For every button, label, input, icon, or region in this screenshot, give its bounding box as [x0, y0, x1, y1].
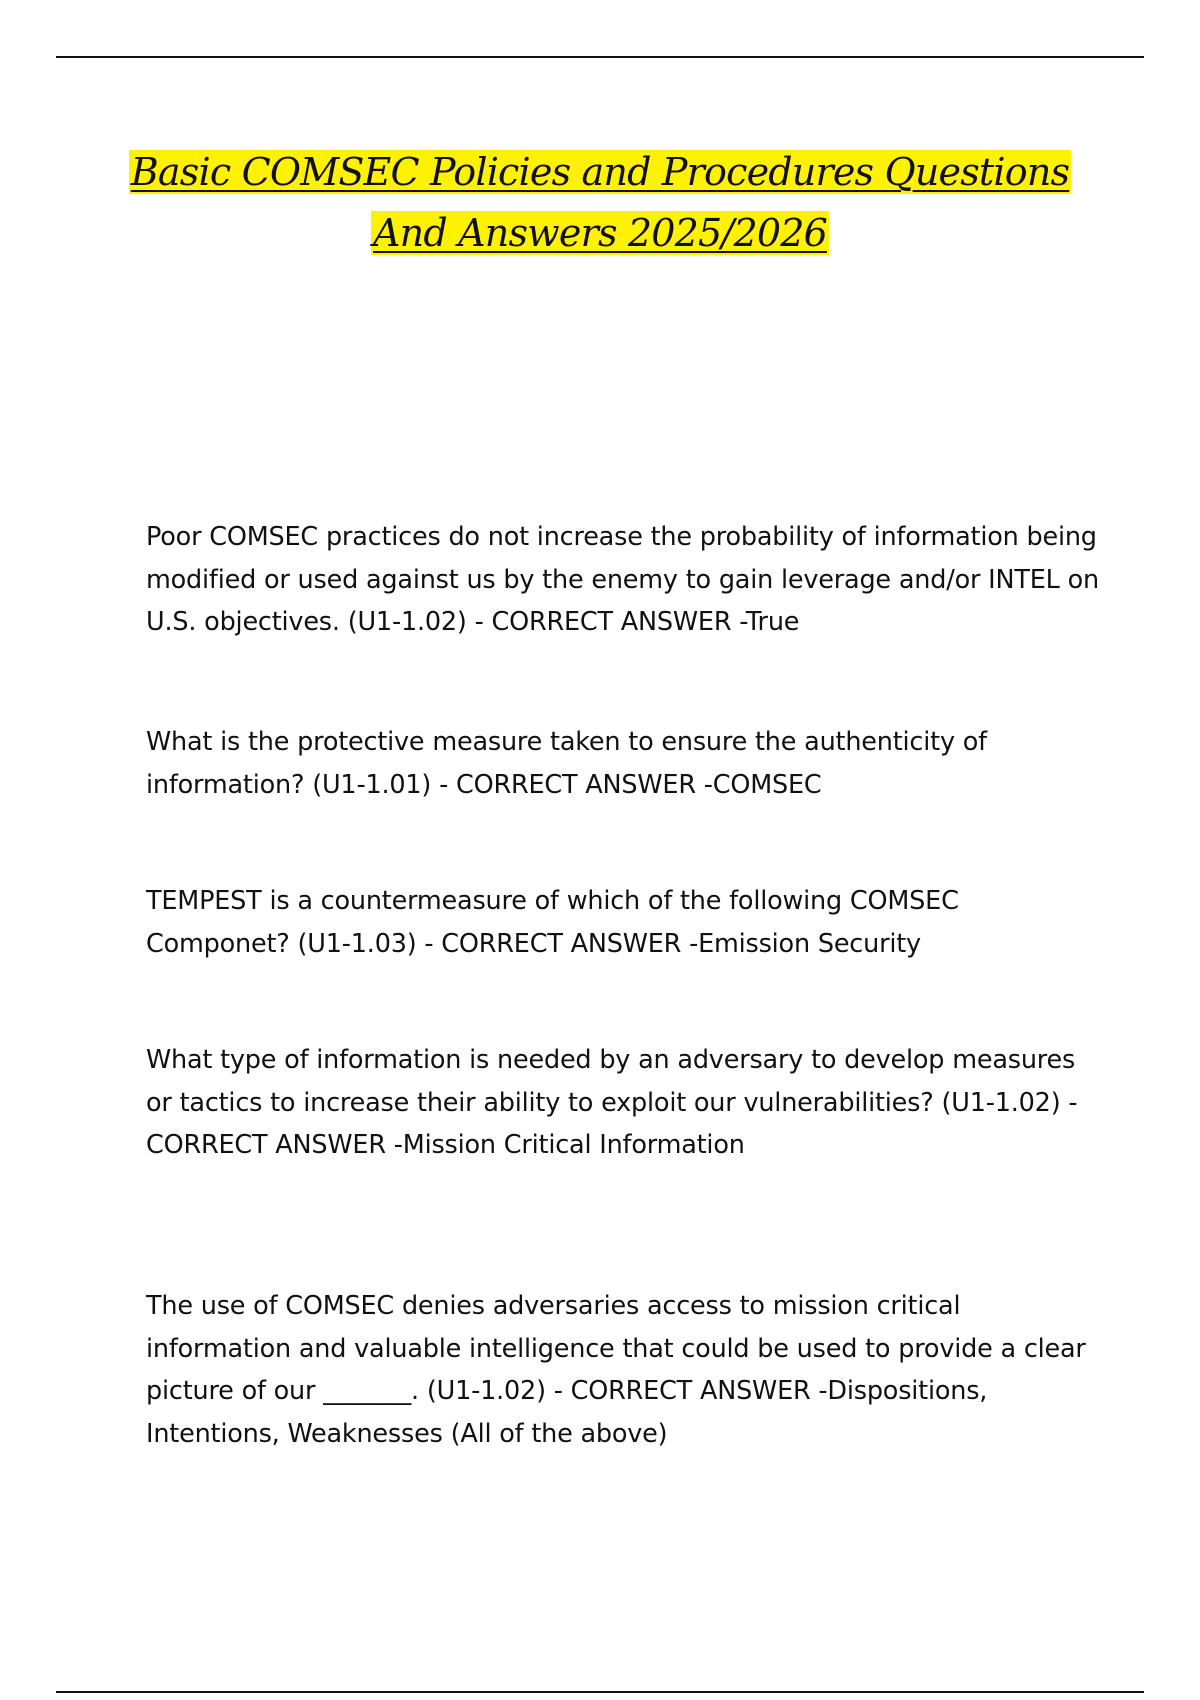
document-title — [100, 142, 1100, 264]
qa-item-4: What type of information is needed by an adversary to develop measures or tactics to increase their ability to exploit our vulnerabilities? (U1-1.02) - CORRECT ANSWER -Mission Critical Information — [146, 1045, 1078, 1160]
qa-item-1: Poor COMSEC practices do not increase the probability of information being modified or used against us by the enemy to gain leverage and/or INTEL on U.S. objectives. (U1-1.02) - CORRECT ANSWER -True — [146, 522, 1099, 637]
qa-item-2: What is the protective measure taken to ensure the authenticity of information? (U1-1.01) - CORRECT ANSWER -COMSEC — [146, 727, 987, 800]
qa-item-3: TEMPEST is a countermeasure of which of the following COMSEC Componet? (U1-1.03) - CORRECT ANSWER -Emission Security — [146, 886, 959, 959]
document-title-text: Basic COMSEC Policies and Procedures Questions And Answers 2025/2026 — [130, 150, 1070, 255]
footer-rule — [56, 1691, 1144, 1693]
header-rule — [56, 56, 1144, 58]
qa-item-5: The use of COMSEC denies adversaries access to mission critical information and valuable intelligence that could be used to provide a clear picture of our _______. (U1-1.02) - CORRECT ANSWER -Dispositions, Intentions, Weaknesses (All of the above) — [146, 1291, 1086, 1449]
